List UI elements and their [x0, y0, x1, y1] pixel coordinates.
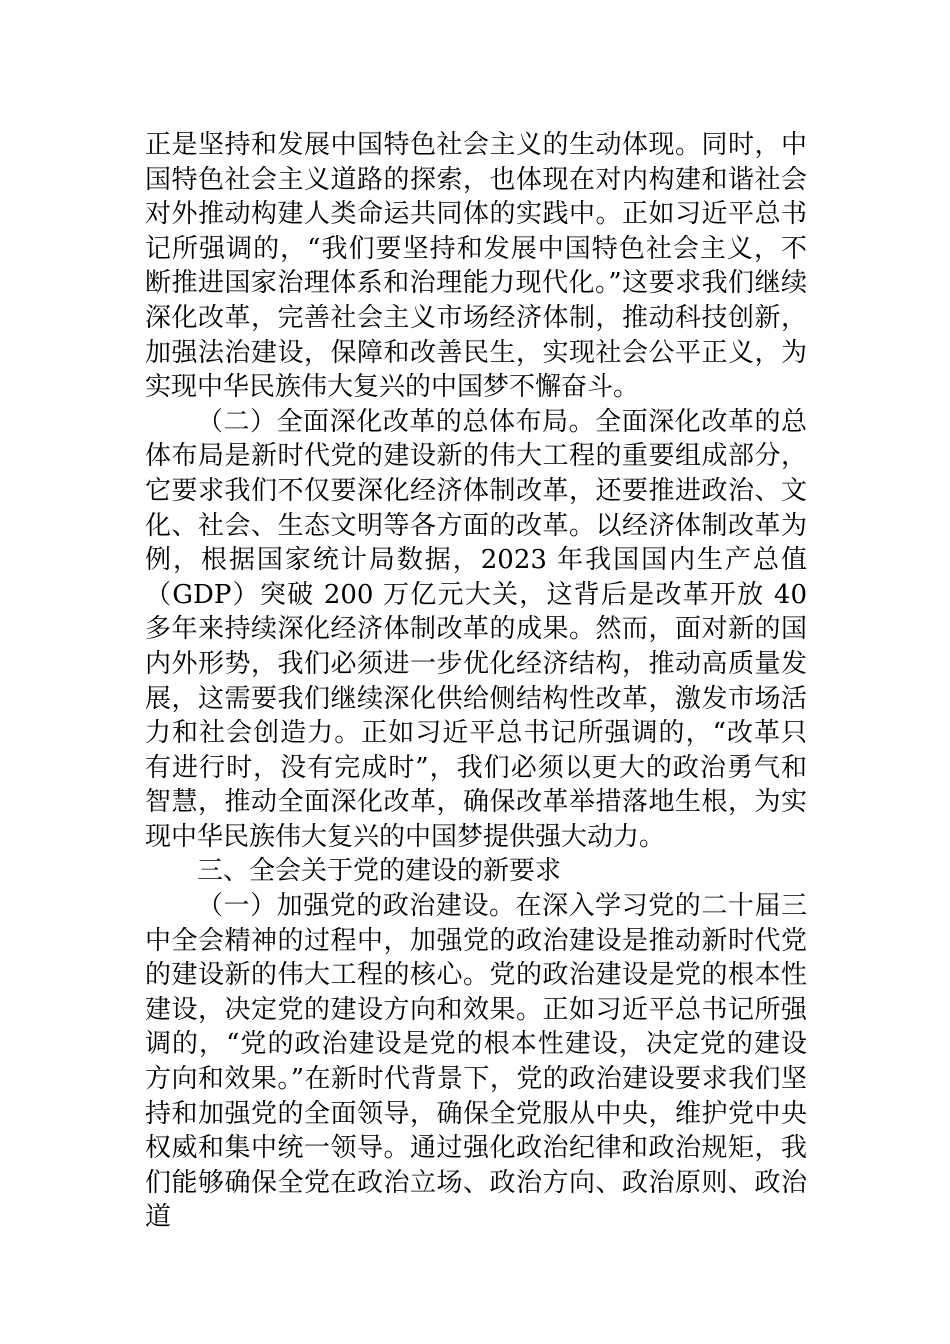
document-body	[145, 128, 807, 1235]
section-heading-party-building: 三、全会关于党的建设的新要求	[197, 856, 562, 887]
paragraph-political-building: （一）加强党的政治建设。在深入学习党的二十届三中全会精神的过程中，加强党的政治建设是推动新时代党的建设新的伟大工程的核心。党的政治建设是党的根本性建设，决定党的建设方向和效果。正如习近平总书记所强调的，“党的政治建设是党的根本性建设，决定党的建设方向和效果。”在新时代背景下，党的政治建设要求我们坚持和加强党的全面领导，确保全党服从中央，维护党中央权威和集中统一领导。通过强化政治纪律和政治规矩，我们能够确保全党在政治立场、政治方向、政治原则、政治道	[145, 891, 807, 1233]
paragraph-continuation: 正是坚持和发展中国特色社会主义的生动体现。同时，中国特色社会主义道路的探索，也体现在对内构建和谐社会对外推动构建人类命运共同体的实践中。正如习近平总书记所强调的，“我们要坚持和发展中国特色社会主义，不断推进国家治理体系和治理能力现代化。”这要求我们继续深化改革，完善社会主义市场经济体制，推动科技创新，加强法治建设，保障和改善民生，实现社会公平正义，为实现中华民族伟大复兴的中国梦不懈奋斗。	[145, 130, 807, 403]
paragraph-comprehensive-reform: （二）全面深化改革的总体布局。全面深化改革的总体布局是新时代党的建设新的伟大工程的重要组成部分，它要求我们不仅要深化经济体制改革，还要推进政治、文化、社会、生态文明等各方面的改革。以经济体制改革为例，根据国家统计局数据，2023 年我国国内生产总值（GDP）突破 200 万亿元大关，这背后是改革开放 40 多年来持续深化经济体制改革的成果。然而，面对新的国内外形势，我们必须进一步优化经济结构，推动高质量发展，这需要我们继续深化供给侧结构性改革，激发市场活力和社会创造力。正如习近平总书记所强调的，“改革只有进行时，没有完成时”，我们必须以更大的政治勇气和智慧，推动全面深化改革，确保改革举措落地生根，为实现中华民族伟大复兴的中国梦提供强大动力。	[145, 406, 807, 852]
